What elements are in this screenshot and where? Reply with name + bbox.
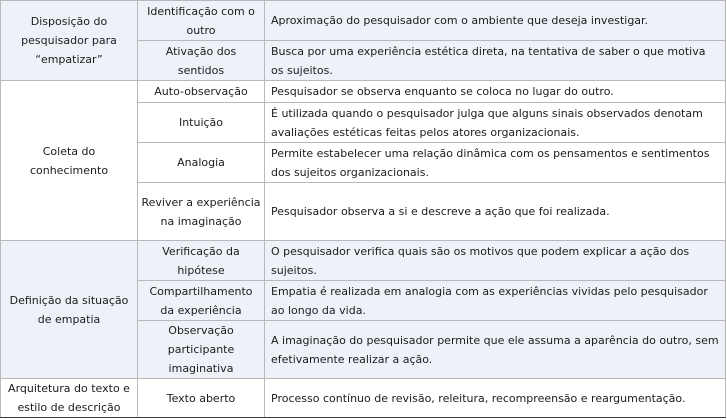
category-cell: Arquitetura do texto e estilo de descrição: [1, 379, 138, 418]
category-cell: Definição da situação de empatia: [1, 241, 138, 379]
subcategory-cell: Intuição: [138, 103, 265, 143]
subcategory-cell: Analogia: [138, 143, 265, 183]
description-cell: Aproximação do pesquisador com o ambiente que deseja investigar.: [265, 1, 726, 41]
subcategory-cell: Identificação com o outro: [138, 1, 265, 41]
subcategory-cell: Compartilhamento da experiência: [138, 281, 265, 321]
description-cell: Pesquisador observa a si e descreve a ação que foi realizada.: [265, 183, 726, 241]
subcategory-cell: Auto-observação: [138, 81, 265, 103]
subcategory-cell: Reviver a experiência na imaginação: [138, 183, 265, 241]
table-row: [1, 81, 726, 103]
subcategory-cell: Observação participante imaginativa: [138, 321, 265, 379]
table-row: [1, 241, 726, 281]
description-cell: A imaginação do pesquisador permite que ele assuma a aparência do outro, sem efetivamente realizar a ação.: [265, 321, 726, 379]
description-cell: É utilizada quando o pesquisador julga que alguns sinais observados denotam avaliações estéticas feitas pelos atores organizacionais.: [265, 103, 726, 143]
description-cell: Pesquisador se observa enquanto se coloca no lugar do outro.: [265, 81, 726, 103]
subcategory-cell: Verificação da hipótese: [138, 241, 265, 281]
description-cell: Processo contínuo de revisão, releitura, recompreensão e reargumentação.: [265, 379, 726, 418]
category-cell: Coleta do conhecimento: [1, 81, 138, 241]
category-cell: Disposição do pesquisador para “empatizar”: [1, 1, 138, 81]
description-cell: Empatia é realizada em analogia com as experiências vividas pelo pesquisador ao longo da vida.: [265, 281, 726, 321]
subcategory-cell: Ativação dos sentidos: [138, 41, 265, 81]
description-cell: O pesquisador verifica quais são os motivos que podem explicar a ação dos sujeitos.: [265, 241, 726, 281]
table-row: [1, 379, 726, 418]
table-row: [1, 1, 726, 41]
description-cell: Busca por uma experiência estética direta, na tentativa de saber o que motiva os sujeitos.: [265, 41, 726, 81]
description-cell: Permite estabelecer uma relação dinâmica com os pensamentos e sentimentos dos sujeitos organizacionais.: [265, 143, 726, 183]
subcategory-cell: Texto aberto: [138, 379, 265, 418]
